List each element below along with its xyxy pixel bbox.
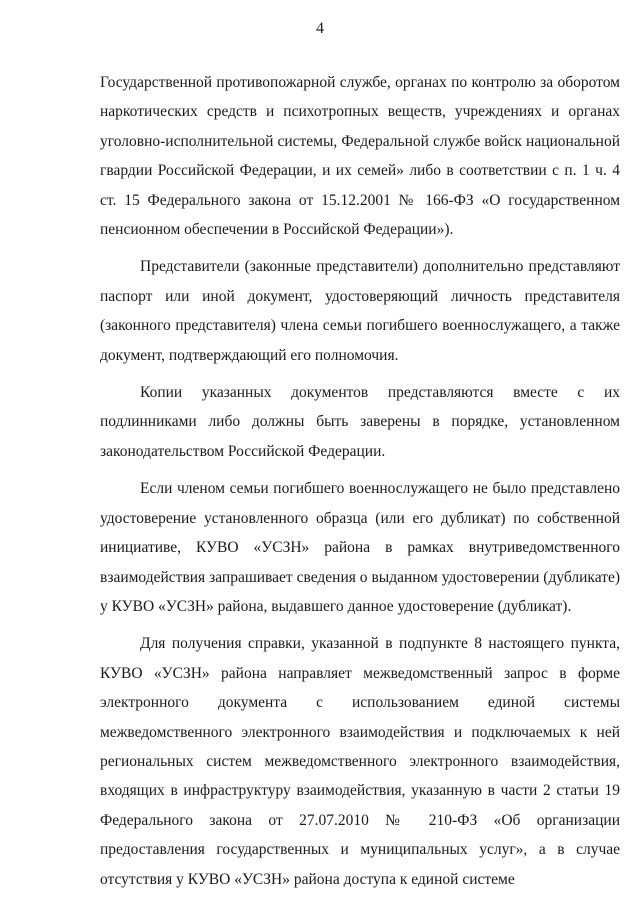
paragraph-certificate-request: Если членом семьи погибшего военнослужащего не было представлено удостоверение установленного образца (или его дубликат) по собственной инициативе, КУВО «УСЗН» района в рамках внутриведомственного взаимодействия запрашивает сведения о выданном удостоверении (дубликате) у КУВО «УСЗН» района, выдавшего данное удостоверение (дубликат). <box>100 480 620 615</box>
paragraph-interagency-request: Для получения справки, указанной в подпункте 8 настоящего пункта, КУВО «УСЗН» района направляет межведомственный запрос в форме электронного документа с использованием единой системы межведомственного электронного взаимодействия и подключаемых к ней региональных систем межведомственного электронного взаимодействия, входящих в инфраструктуру взаимодействия, указанную в части 2 статьи 19 Федерального закона от 27.07.2010 № 210-ФЗ «Об организации предоставления государственных и муниципальных услуг», а в случае отсутствия у КУВО «УСЗН» района доступа к единой системе <box>100 635 620 888</box>
document-body <box>100 68 620 894</box>
paragraph-continuation: Государственной противопожарной службе, органах по контролю за оборотом наркотических средств и психотропных веществ, учреждениях и органах уголовно-исполнительной системы, Федеральной службе войск национальной гвардии Российской Федерации, и их семей» либо в соответствии с п. 1 ч. 4 ст. 15 Федерального закона от 15.12.2001 № 166-ФЗ «О государственном пенсионном обеспечении в Российской Федерации»). <box>100 74 620 239</box>
paragraph-representatives: Представители (законные представители) дополнительно представляют паспорт или иной документ, удостоверяющий личность представителя (законного представителя) члена семьи погибшего военнослужащего, а также документ, подтверждающий его полномочия. <box>100 258 620 364</box>
paragraph-document-copies: Копии указанных документов представляются вместе с их подлинниками либо должны быть заверены в порядке, установленном законодательством Российской Федерации. <box>100 384 620 460</box>
page-number: 4 <box>316 20 324 37</box>
